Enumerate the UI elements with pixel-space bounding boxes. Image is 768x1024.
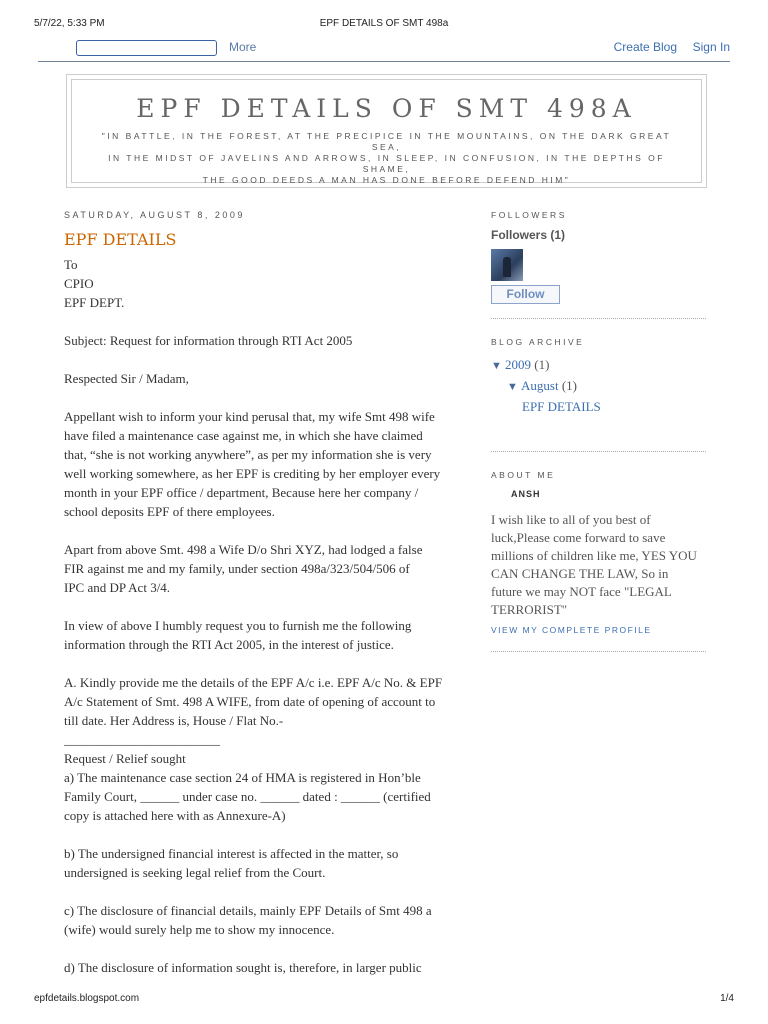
follower-avatar[interactable] xyxy=(491,249,523,281)
paragraph-gap xyxy=(64,825,459,844)
print-footer xyxy=(34,993,734,1007)
about-line: future we may NOT face "LEGAL xyxy=(491,584,672,599)
about-line: CAN CHANGE THE LAW, So in xyxy=(491,566,669,581)
profile-name[interactable]: ANSH xyxy=(511,489,541,499)
sign-in-link[interactable]: Sign In xyxy=(692,40,730,54)
follow-button[interactable]: Follow xyxy=(491,285,560,304)
paragraph-gap xyxy=(64,654,459,673)
post-line: In view of above I humbly request you to furnish me the following xyxy=(64,618,412,633)
create-blog-link[interactable]: Create Blog xyxy=(613,40,677,54)
post-line: undersigned is seeking legal relief from the Court. xyxy=(64,865,326,880)
more-link[interactable]: More xyxy=(229,40,257,54)
post-line: d) The disclosure of information sought is, therefore, in larger public xyxy=(64,960,422,975)
post-line: CPIO xyxy=(64,276,94,291)
post-line: a) The maintenance case section 24 of HMA is registered in Hon’ble xyxy=(64,770,421,785)
post-date: SATURDAY, AUGUST 8, 2009 xyxy=(64,210,245,220)
triangle-down-icon[interactable]: ▼ xyxy=(491,360,502,372)
divider xyxy=(491,451,706,452)
about-heading: ABOUT ME xyxy=(491,470,556,480)
triangle-down-icon[interactable]: ▼ xyxy=(507,381,518,393)
post-line: To xyxy=(64,257,78,272)
archive-heading: BLOG ARCHIVE xyxy=(491,337,585,347)
about-line: I wish like to all of you best of xyxy=(491,512,651,527)
archive-year-label[interactable]: 2009 xyxy=(505,357,531,372)
followers-heading: FOLLOWERS xyxy=(491,210,567,220)
post-line: c) The disclosure of financial details, mainly EPF Details of Smt 498 a xyxy=(64,903,432,918)
post-line: Subject: Request for information through RTI Act 2005 xyxy=(64,333,353,348)
followers-count: Followers (1) xyxy=(491,228,566,242)
post-line: school deposits EPF of there employees. xyxy=(64,504,275,519)
post-body xyxy=(64,255,459,977)
blog-description-line: "IN BATTLE, IN THE FOREST, AT THE PRECIPICE IN THE MOUNTAINS, ON THE DARK GREAT SEA, xyxy=(101,131,672,152)
archive-year[interactable] xyxy=(491,355,706,376)
post-line: Respected Sir / Madam, xyxy=(64,371,189,386)
paragraph-gap xyxy=(64,882,459,901)
post-line: FIR against me and my family, under section 498a/323/504/506 of xyxy=(64,561,410,576)
main-column xyxy=(64,210,464,977)
paragraph-gap xyxy=(64,312,459,331)
post-line: Apart from above Smt. 498 a Wife D/o Shri XYZ, had lodged a false xyxy=(64,542,423,557)
post-line: EPF DEPT. xyxy=(64,295,125,310)
post-line: have filed a maintenance case against me, in which she have claimed xyxy=(64,428,423,443)
blogger-navbar xyxy=(38,34,730,62)
print-date: 5/7/22, 5:33 PM xyxy=(34,18,105,29)
archive-year-count: (1) xyxy=(534,357,550,372)
post-line: that, “she is not working anywhere”, as per my information she is very xyxy=(64,447,432,462)
archive-month-count: (1) xyxy=(561,378,577,393)
print-url: epfdetails.blogspot.com xyxy=(34,993,140,1004)
post-line: IPC and DP Act 3/4. xyxy=(64,580,171,595)
archive-month[interactable] xyxy=(491,376,706,397)
blog-description-line: THE GOOD DEEDS A MAN HAS DONE BEFORE DEFEND HIM" xyxy=(202,175,571,185)
archive-post-link[interactable]: EPF DETAILS xyxy=(522,399,601,414)
print-page-number: 1/4 xyxy=(720,993,734,1004)
divider xyxy=(491,651,706,652)
about-line: TERRORIST" xyxy=(491,602,568,617)
blog-description-line: IN THE MIDST OF JAVELINS AND ARROWS, IN SLEEP, IN CONFUSION, IN THE DEPTHS OF SHAME, xyxy=(108,153,665,174)
paragraph-gap xyxy=(64,388,459,407)
post-line: A/c Statement of Smt. 498 A WIFE, from date of opening of account to xyxy=(64,694,436,709)
view-profile-link[interactable]: VIEW MY COMPLETE PROFILE xyxy=(491,625,652,635)
paragraph-gap xyxy=(64,939,459,958)
blog-header xyxy=(66,74,707,188)
post-title[interactable]: EPF DETAILS xyxy=(64,230,177,249)
post-line: Appellant wish to inform your kind perusal that, my wife Smt 498 wife xyxy=(64,409,435,424)
print-header xyxy=(34,18,734,32)
post-line: Request / Relief sought xyxy=(64,751,186,766)
post-line: (wife) would surely help me to show my innocence. xyxy=(64,922,335,937)
paragraph-gap xyxy=(64,350,459,369)
about-line: luck,Please come forward to save xyxy=(491,530,666,545)
post-line: copy is attached here with as Annexure-A) xyxy=(64,808,286,823)
blog-description xyxy=(87,131,687,186)
divider xyxy=(491,318,706,319)
paragraph-gap xyxy=(64,521,459,540)
archive-month-label[interactable]: August xyxy=(521,378,559,393)
post-line: well working somewhere, as her EPF is crediting by her employer every xyxy=(64,466,441,481)
post-line: till date. Her Address is, House / Flat No.- xyxy=(64,713,284,728)
post-line: b) The undersigned financial interest is affected in the matter, so xyxy=(64,846,399,861)
post-line: month in your EPF office / department, Because here her company / xyxy=(64,485,419,500)
about-text xyxy=(491,511,706,619)
blog-title[interactable]: EPF DETAILS OF SMT 498A xyxy=(136,94,637,123)
paragraph-gap xyxy=(64,597,459,616)
search-input[interactable] xyxy=(76,40,217,56)
print-page-title: EPF DETAILS OF SMT 498a xyxy=(319,18,449,29)
post-line: ________________________ xyxy=(64,732,220,747)
post-line: information through the RTI Act 2005, in the interest of justice. xyxy=(64,637,394,652)
post-line: Family Court, ______ under case no. ______ dated : ______ (certified xyxy=(64,789,431,804)
post-line: A. Kindly provide me the details of the EPF A/c i.e. EPF A/c No. & EPF xyxy=(64,675,443,690)
sidebar xyxy=(491,210,706,670)
about-line: millions of children like me, YES YOU xyxy=(491,548,697,563)
